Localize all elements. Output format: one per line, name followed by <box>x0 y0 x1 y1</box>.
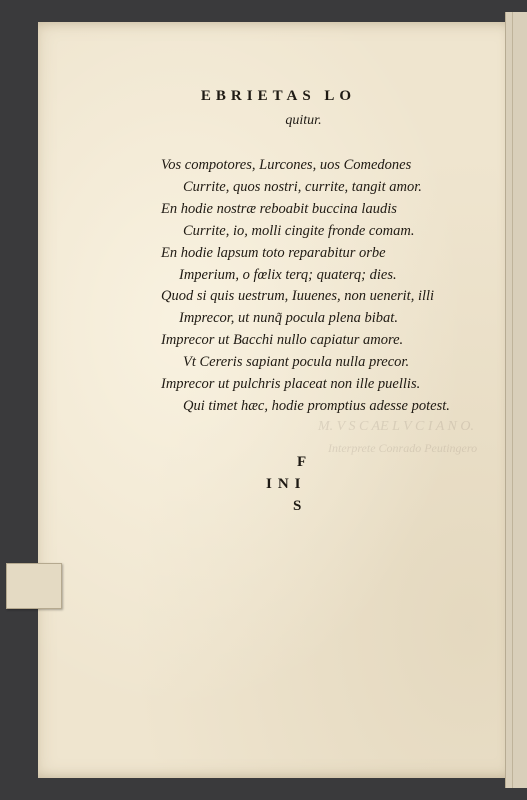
page-title: EBRIETAS LO <box>200 88 357 104</box>
finis-line: F <box>297 454 313 470</box>
poem-line: Qui timet hæc, hodie promptius adesse potest. <box>183 398 450 414</box>
poem-line: Vos compotores, Lurcones, uos Comedones <box>161 157 412 173</box>
page-subtitle: quitur. <box>285 113 322 128</box>
finis-line: INI <box>266 476 307 492</box>
poem-line: En hodie lapsum toto reparabitur orbe <box>161 245 386 261</box>
poem-line: Quod si quis uestrum, Iuuenes, non uenerit, illi <box>161 288 435 304</box>
poem-line: Imprecor ut Bacchi nullo capiatur amore. <box>161 332 404 348</box>
poem-line: Imprecor, ut nunq̃ pocula plena bibat. <box>179 310 398 326</box>
show-through-line-2: Interprete Conrado Peutingero <box>328 441 478 455</box>
paper-tab <box>6 563 62 609</box>
poem-line: Vt Cereris sapiant pocula nulla precor. <box>183 354 410 370</box>
poem-line: Currite, io, molli cingite fronde comam. <box>183 223 415 239</box>
show-through-line-1: M. V S C AE L V C I A N O. <box>318 419 474 434</box>
poem-line: Imprecor ut pulchris placeat non ille puellis. <box>161 376 421 392</box>
poem-line: En hodie nostræ reboabit buccina laudis <box>161 201 397 217</box>
poem-line: Currite, quos nostri, currite, tangit amor. <box>183 179 422 195</box>
poem-line: Imperium, o fœlix terq; quaterq; dies. <box>179 267 397 283</box>
finis-line: S <box>293 498 308 514</box>
